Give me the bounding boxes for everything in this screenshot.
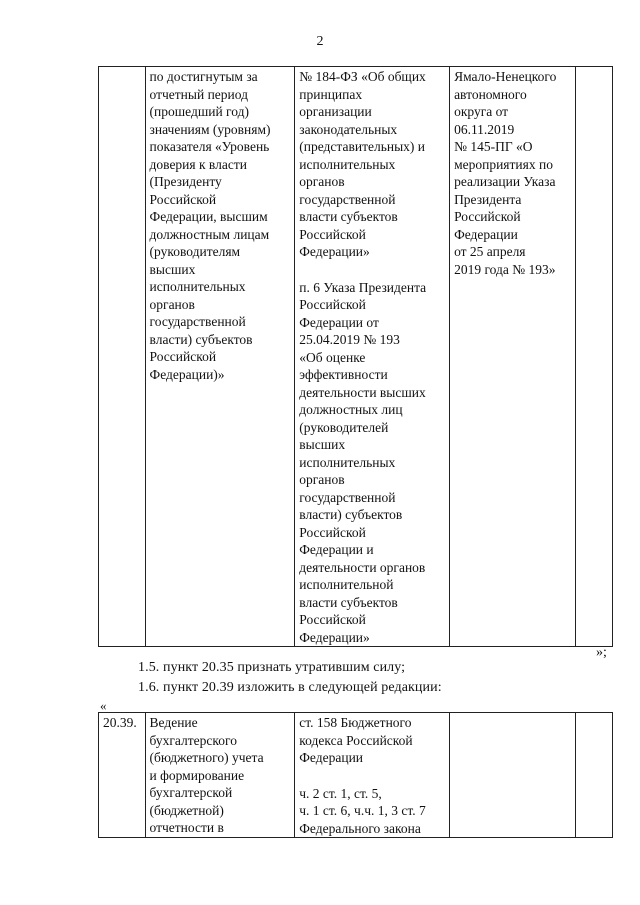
table-cell-legal-basis [295, 713, 450, 838]
table-cell-legal-basis [295, 67, 450, 647]
opening-quote-mark: « [100, 698, 107, 713]
legal-basis-text-1: № 184-ФЗ «Об общих принципах организации законодательных (представительных) и исполнительных органов государственной власти субъектов Российской Федерации» [299, 69, 426, 259]
table-cell-regional-act [450, 713, 575, 838]
table-cell-number [99, 67, 146, 647]
page-number: 2 [316, 34, 324, 49]
legal-basis-text-2: п. 6 Указа Президента Российской Федерации от 25.04.2019 № 193 «Об оценке эффективности деятельности высших должностных лиц (руководителей высших исполнительных органов государственной власти) субъектов Российской Федерации и деятельности органов исполнительной власти субъектов Российской Федерации» [299, 279, 427, 645]
table-row [99, 67, 613, 647]
table-cell-description: по достигнутым за отчетный период (прошедший год) значениям (уровням) показателя «Уровень доверия к власти (Президенту Российской Федерации, высшим должностным лицам (руководителям высших исполнительных органов государственной власти) субъектов Российской Федерации)» [145, 67, 295, 647]
table-row [99, 713, 613, 838]
amendment-item-1-5: 1.5. пункт 20.35 признать утратившим силу; [138, 660, 406, 675]
table-cell-description: Ведение бухгалтерского (бюджетного) учета и формирование бухгалтерской (бюджетной) отчетности в [145, 713, 295, 838]
table-cell-empty [575, 67, 612, 647]
table-cell-regional-act: Ямало-Ненецкого автономного округа от 06.11.2019 № 145-ПГ «О мероприятиях по реализации Указа Президента Российской Федерации от 25 апреля 2019 года № 193» [450, 67, 575, 647]
requirements-table-continued [98, 66, 613, 647]
table-cell-number: 20.39. [99, 713, 146, 838]
amendment-item-1-6: 1.6. пункт 20.39 изложить в следующей редакции: [138, 680, 442, 695]
closing-quote-mark: »; [596, 645, 607, 660]
legal-basis-text-2: ч. 2 ст. 1, ст. 5, ч. 1 ст. 6, ч.ч. 1, 3 ст. 7 Федерального закона [299, 785, 426, 836]
table-cell-empty [575, 713, 612, 838]
new-item-table [98, 712, 613, 838]
legal-basis-text-1: ст. 158 Бюджетного кодекса Российской Федерации [299, 715, 413, 765]
